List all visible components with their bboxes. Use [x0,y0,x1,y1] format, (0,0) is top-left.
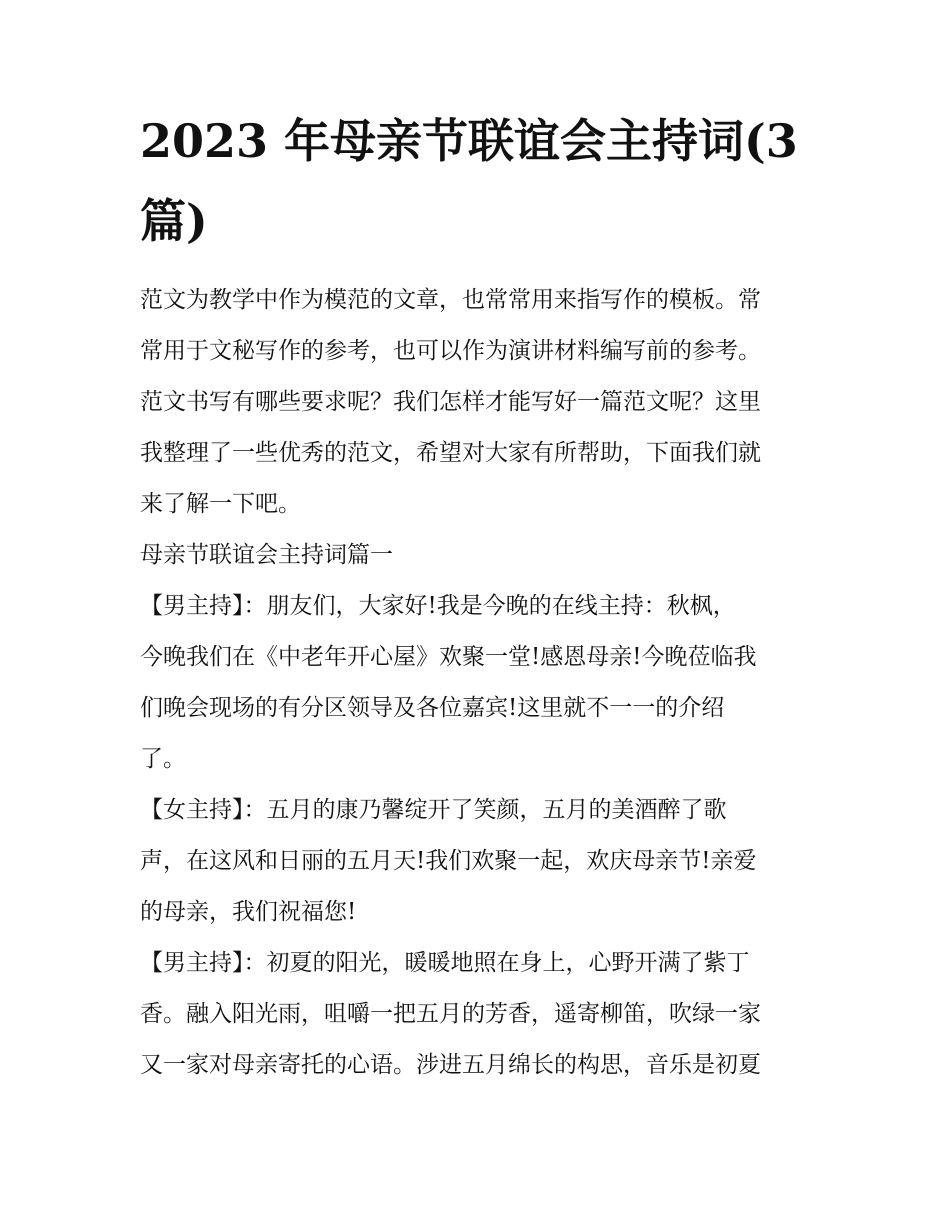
intro-line: 范文为教学中作为模范的文章，也常常用来指写作的模板。常 [140,287,761,313]
intro-line: 我整理了一些优秀的范文，希望对大家有所帮助，下面我们就 [140,440,761,466]
section-heading: 母亲节联谊会主持词篇一 [140,542,393,568]
dialogue-line: 了。 [140,746,186,772]
intro-line: 来了解一下吧。 [140,491,301,517]
dialogue-line: 们晚会现场的有分区领导及各位嘉宾!这里就不一一的介绍 [140,695,725,721]
intro-line: 常用于文秘写作的参考，也可以作为演讲材料编写前的参考。 [140,338,761,364]
dialogue-line: 今晚我们在《中老年开心屋》欢聚一堂!感恩母亲!今晚莅临我 [140,644,757,670]
dialogue-line: 香。融入阳光雨，咀嚼一把五月的芳香，遥寄柳笛，吹绿一家 [140,1001,761,1027]
dialogue-line: 【男主持】：初夏的阳光，暖暖地照在身上，心野开满了紫丁 [140,950,750,976]
document-title-line-1: 2023 年母亲节联谊会主持词(3 [140,114,798,168]
dialogue-line: 又一家对母亲寄托的心语。涉进五月绵长的构思，音乐是初夏 [140,1052,761,1078]
intro-line: 范文书写有哪些要求呢？我们怎样才能写好一篇范文呢？这里 [140,389,761,415]
dialogue-line: 【男主持】：朋友们，大家好!我是今晚的在线主持：秋枫， [140,593,736,619]
document-title-line-2: 篇) [140,194,208,248]
dialogue-line: 声，在这风和日丽的五月天!我们欢聚一起，欢庆母亲节!亲爱 [140,848,757,874]
dialogue-line: 的母亲，我们祝福您! [140,899,357,925]
dialogue-line: 【女主持】：五月的康乃馨绽开了笑颜，五月的美酒醉了歌 [140,797,727,823]
